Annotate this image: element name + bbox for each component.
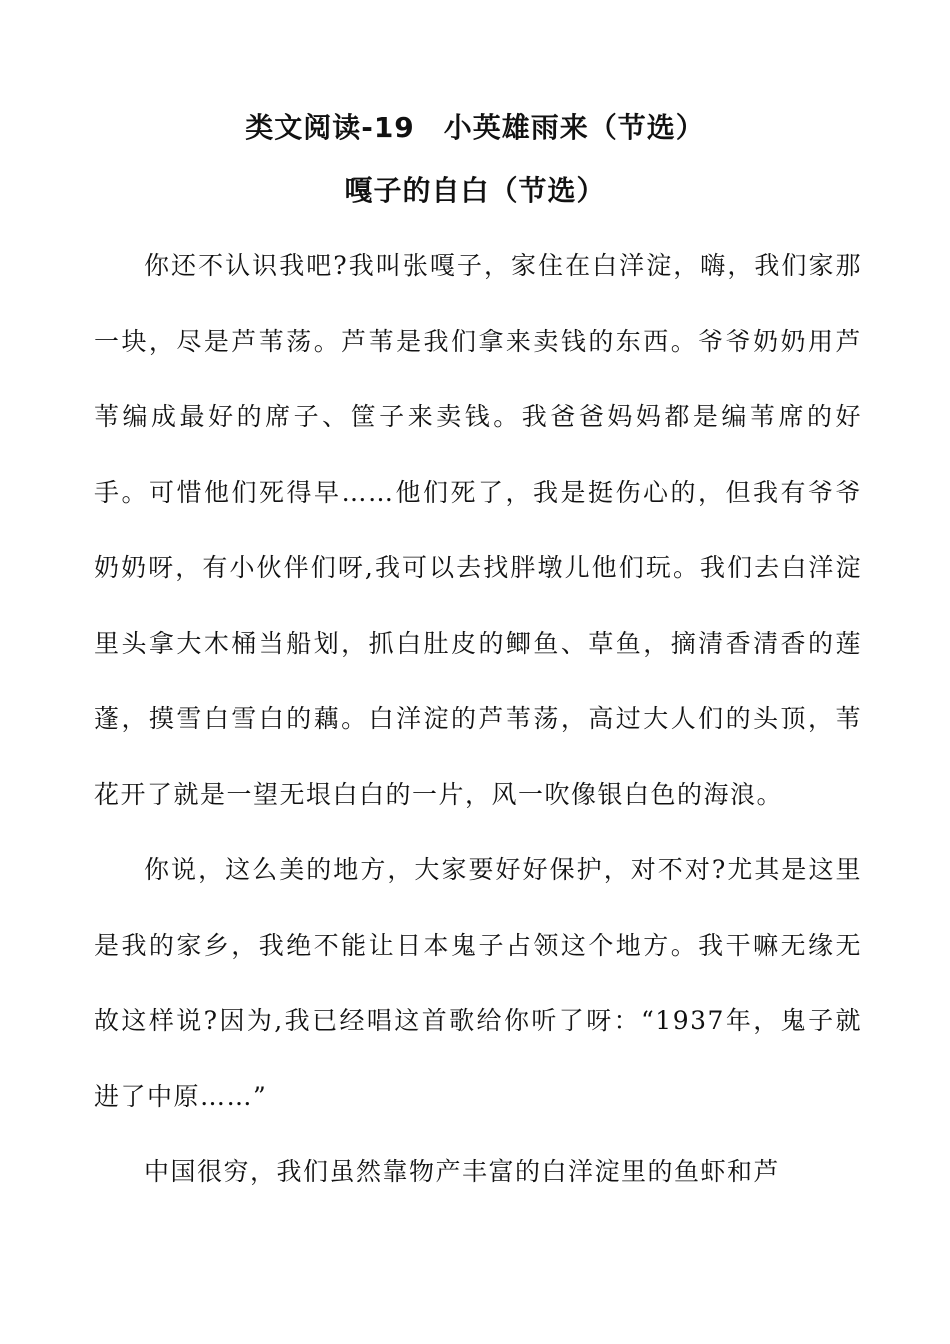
document-title: 类文阅读-19 小英雄雨来（节选） bbox=[245, 111, 705, 144]
paragraph: 你还不认识我吧?我叫张嘎子，家住在白洋淀，嗨，我们家那一块，尽是芦苇荡。芦苇是我们拿来卖钱的东西。爷爷奶奶用芦苇编成最好的席子、筐子来卖钱。我爸爸妈妈都是编苇席的好手。可惜他们死得早……他们死了，我是挺伤心的，但我有爷爷奶奶呀，有小伙伴们呀,我可以去找胖墩儿他们玩。我们去白洋淀里头拿大木桶当船划，抓白肚皮的鲫鱼、草鱼，摘清香清香的莲蓬，摸雪白雪白的藕。白洋淀的芦苇荡，高过大人们的头顶，苇花开了就是一望无垠白白的一片，风一吹像银白色的海浪。 bbox=[94, 251, 862, 809]
document-subtitle: 嘎子的自白（节选） bbox=[344, 174, 606, 207]
document-body bbox=[94, 228, 862, 1210]
paragraph: 中国很穷，我们虽然靠物产丰富的白洋淀里的鱼虾和芦 bbox=[144, 1157, 781, 1186]
paragraph: 你说，这么美的地方，大家要好好保护，对不对?尤其是这里是我的家乡，我绝不能让日本鬼子占领这个地方。我干嘛无缘无故这样说?因为,我已经唱这首歌给你听了呀：“1937年，鬼子就进了中原……” bbox=[94, 855, 862, 1111]
